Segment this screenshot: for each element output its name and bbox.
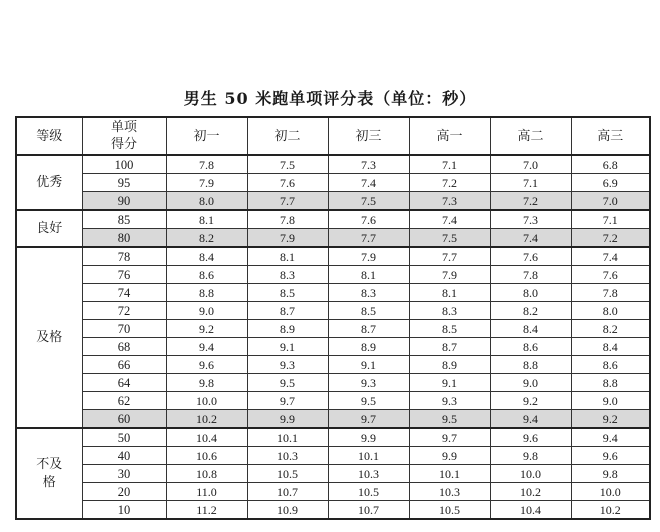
table-row bbox=[16, 374, 650, 392]
time-cell: 8.7 bbox=[328, 320, 409, 338]
score-cell: 85 bbox=[82, 210, 166, 229]
time-cell: 9.5 bbox=[247, 374, 328, 392]
header-score-line1: 单项 bbox=[110, 120, 137, 135]
time-cell: 7.5 bbox=[247, 155, 328, 174]
time-cell: 10.0 bbox=[166, 392, 247, 410]
time-cell: 7.7 bbox=[328, 229, 409, 248]
score-cell: 100 bbox=[82, 155, 166, 174]
time-cell: 7.8 bbox=[571, 284, 650, 302]
time-cell: 10.2 bbox=[166, 410, 247, 429]
time-cell: 8.6 bbox=[166, 266, 247, 284]
time-cell: 7.1 bbox=[571, 210, 650, 229]
time-cell: 8.5 bbox=[328, 302, 409, 320]
time-cell: 7.6 bbox=[247, 174, 328, 192]
time-cell: 8.8 bbox=[490, 356, 571, 374]
time-cell: 9.0 bbox=[166, 302, 247, 320]
score-cell: 74 bbox=[82, 284, 166, 302]
time-cell: 9.6 bbox=[490, 428, 571, 447]
time-cell: 9.0 bbox=[490, 374, 571, 392]
time-cell: 9.0 bbox=[571, 392, 650, 410]
table-header bbox=[16, 117, 650, 155]
time-cell: 9.7 bbox=[409, 428, 490, 447]
time-cell: 10.0 bbox=[571, 483, 650, 501]
time-cell: 8.3 bbox=[409, 302, 490, 320]
table-row bbox=[16, 501, 650, 520]
header-year-2: 初二 bbox=[247, 117, 328, 155]
time-cell: 8.7 bbox=[247, 302, 328, 320]
time-cell: 7.0 bbox=[490, 155, 571, 174]
score-cell: 66 bbox=[82, 356, 166, 374]
score-cell: 60 bbox=[82, 410, 166, 429]
time-cell: 9.3 bbox=[328, 374, 409, 392]
table-row bbox=[16, 356, 650, 374]
table-row bbox=[16, 465, 650, 483]
time-cell: 9.3 bbox=[247, 356, 328, 374]
time-cell: 8.4 bbox=[490, 320, 571, 338]
time-cell: 7.2 bbox=[490, 192, 571, 211]
time-cell: 7.4 bbox=[571, 247, 650, 266]
header-year-6: 高三 bbox=[571, 117, 650, 155]
time-cell: 7.1 bbox=[409, 155, 490, 174]
time-cell: 10.1 bbox=[409, 465, 490, 483]
time-cell: 6.8 bbox=[571, 155, 650, 174]
time-cell: 7.6 bbox=[571, 266, 650, 284]
time-cell: 10.5 bbox=[409, 501, 490, 520]
table-row bbox=[16, 428, 650, 447]
time-cell: 10.2 bbox=[571, 501, 650, 520]
time-cell: 9.4 bbox=[571, 428, 650, 447]
time-cell: 9.9 bbox=[247, 410, 328, 429]
time-cell: 7.3 bbox=[409, 192, 490, 211]
time-cell: 9.8 bbox=[571, 465, 650, 483]
table-row bbox=[16, 320, 650, 338]
time-cell: 10.0 bbox=[490, 465, 571, 483]
table-row bbox=[16, 192, 650, 211]
table-row bbox=[16, 155, 650, 174]
time-cell: 9.4 bbox=[490, 410, 571, 429]
time-cell: 7.1 bbox=[490, 174, 571, 192]
time-cell: 9.1 bbox=[247, 338, 328, 356]
table-row bbox=[16, 266, 650, 284]
time-cell: 8.6 bbox=[571, 356, 650, 374]
score-cell: 68 bbox=[82, 338, 166, 356]
time-cell: 10.4 bbox=[490, 501, 571, 520]
score-table bbox=[15, 116, 651, 520]
time-cell: 7.9 bbox=[409, 266, 490, 284]
time-cell: 7.8 bbox=[247, 210, 328, 229]
grade-cell: 及格 bbox=[16, 247, 82, 428]
time-cell: 7.2 bbox=[571, 229, 650, 248]
time-cell: 9.3 bbox=[409, 392, 490, 410]
header-grade: 等级 bbox=[16, 117, 82, 155]
time-cell: 7.0 bbox=[571, 192, 650, 211]
time-cell: 10.5 bbox=[247, 465, 328, 483]
time-cell: 8.0 bbox=[166, 192, 247, 211]
time-cell: 8.6 bbox=[490, 338, 571, 356]
table-row bbox=[16, 338, 650, 356]
time-cell: 9.7 bbox=[328, 410, 409, 429]
time-cell: 8.2 bbox=[490, 302, 571, 320]
time-cell: 7.4 bbox=[328, 174, 409, 192]
score-cell: 40 bbox=[82, 447, 166, 465]
time-cell: 9.7 bbox=[247, 392, 328, 410]
header-row bbox=[16, 117, 650, 155]
grade-label-line: 格 bbox=[42, 474, 56, 490]
time-cell: 8.0 bbox=[490, 284, 571, 302]
time-cell: 10.3 bbox=[409, 483, 490, 501]
time-cell: 8.1 bbox=[166, 210, 247, 229]
time-cell: 7.8 bbox=[490, 266, 571, 284]
score-cell: 72 bbox=[82, 302, 166, 320]
score-cell: 64 bbox=[82, 374, 166, 392]
time-cell: 9.9 bbox=[409, 447, 490, 465]
score-cell: 80 bbox=[82, 229, 166, 248]
time-cell: 9.2 bbox=[490, 392, 571, 410]
time-cell: 8.7 bbox=[409, 338, 490, 356]
time-cell: 8.8 bbox=[571, 374, 650, 392]
table-row bbox=[16, 483, 650, 501]
time-cell: 8.9 bbox=[328, 338, 409, 356]
time-cell: 9.8 bbox=[490, 447, 571, 465]
header-year-1: 初一 bbox=[166, 117, 247, 155]
grade-cell: 良好 bbox=[16, 210, 82, 247]
time-cell: 10.3 bbox=[247, 447, 328, 465]
header-year-3: 初三 bbox=[328, 117, 409, 155]
time-cell: 9.2 bbox=[571, 410, 650, 429]
time-cell: 9.4 bbox=[166, 338, 247, 356]
time-cell: 7.7 bbox=[409, 247, 490, 266]
score-cell: 76 bbox=[82, 266, 166, 284]
time-cell: 9.9 bbox=[328, 428, 409, 447]
time-cell: 7.9 bbox=[166, 174, 247, 192]
score-cell: 10 bbox=[82, 501, 166, 520]
time-cell: 7.8 bbox=[166, 155, 247, 174]
time-cell: 9.2 bbox=[166, 320, 247, 338]
time-cell: 9.1 bbox=[409, 374, 490, 392]
time-cell: 7.9 bbox=[247, 229, 328, 248]
time-cell: 8.8 bbox=[166, 284, 247, 302]
score-cell: 62 bbox=[82, 392, 166, 410]
time-cell: 7.3 bbox=[328, 155, 409, 174]
time-cell: 8.5 bbox=[409, 320, 490, 338]
header-score-line2: 得分 bbox=[110, 137, 137, 152]
score-cell: 95 bbox=[82, 174, 166, 192]
time-cell: 8.1 bbox=[409, 284, 490, 302]
time-cell: 7.6 bbox=[328, 210, 409, 229]
score-cell: 78 bbox=[82, 247, 166, 266]
time-cell: 9.6 bbox=[166, 356, 247, 374]
score-cell: 50 bbox=[82, 428, 166, 447]
time-cell: 10.6 bbox=[166, 447, 247, 465]
time-cell: 10.7 bbox=[247, 483, 328, 501]
time-cell: 11.2 bbox=[166, 501, 247, 520]
time-cell: 9.8 bbox=[166, 374, 247, 392]
table-row bbox=[16, 410, 650, 429]
time-cell: 9.5 bbox=[409, 410, 490, 429]
time-cell: 10.1 bbox=[328, 447, 409, 465]
table-row bbox=[16, 392, 650, 410]
time-cell: 8.9 bbox=[247, 320, 328, 338]
time-cell: 8.1 bbox=[328, 266, 409, 284]
table-body bbox=[16, 155, 650, 519]
time-cell: 10.4 bbox=[166, 428, 247, 447]
time-cell: 9.5 bbox=[328, 392, 409, 410]
score-cell: 30 bbox=[82, 465, 166, 483]
table-row bbox=[16, 247, 650, 266]
time-cell: 10.9 bbox=[247, 501, 328, 520]
grade-cell: 优秀 bbox=[16, 155, 82, 210]
table-row bbox=[16, 447, 650, 465]
time-cell: 9.6 bbox=[571, 447, 650, 465]
time-cell: 8.9 bbox=[409, 356, 490, 374]
time-cell: 8.2 bbox=[571, 320, 650, 338]
score-cell: 20 bbox=[82, 483, 166, 501]
time-cell: 10.1 bbox=[247, 428, 328, 447]
table-title: 男生 50 米跑单项评分表（单位：秒） bbox=[183, 89, 477, 108]
time-cell: 8.3 bbox=[247, 266, 328, 284]
time-cell: 8.4 bbox=[571, 338, 650, 356]
time-cell: 8.1 bbox=[247, 247, 328, 266]
time-cell: 7.4 bbox=[490, 229, 571, 248]
time-cell: 7.5 bbox=[328, 192, 409, 211]
time-cell: 10.2 bbox=[490, 483, 571, 501]
time-cell: 8.0 bbox=[571, 302, 650, 320]
time-cell: 10.7 bbox=[328, 501, 409, 520]
table-row bbox=[16, 174, 650, 192]
time-cell: 6.9 bbox=[571, 174, 650, 192]
time-cell: 7.9 bbox=[328, 247, 409, 266]
time-cell: 8.2 bbox=[166, 229, 247, 248]
time-cell: 10.5 bbox=[328, 483, 409, 501]
time-cell: 11.0 bbox=[166, 483, 247, 501]
table-row bbox=[16, 302, 650, 320]
time-cell: 8.5 bbox=[247, 284, 328, 302]
score-cell: 90 bbox=[82, 192, 166, 211]
header-year-4: 高一 bbox=[409, 117, 490, 155]
grade-label-line: 不及 bbox=[36, 456, 63, 472]
time-cell: 7.6 bbox=[490, 247, 571, 266]
time-cell: 8.4 bbox=[166, 247, 247, 266]
time-cell: 7.7 bbox=[247, 192, 328, 211]
table-row bbox=[16, 284, 650, 302]
table-row bbox=[16, 229, 650, 248]
time-cell: 10.8 bbox=[166, 465, 247, 483]
header-score bbox=[82, 117, 166, 155]
time-cell: 8.3 bbox=[328, 284, 409, 302]
header-year-5: 高二 bbox=[490, 117, 571, 155]
time-cell: 10.3 bbox=[328, 465, 409, 483]
time-cell: 7.3 bbox=[490, 210, 571, 229]
time-cell: 7.5 bbox=[409, 229, 490, 248]
grade-cell bbox=[16, 428, 82, 519]
time-cell: 7.4 bbox=[409, 210, 490, 229]
time-cell: 7.2 bbox=[409, 174, 490, 192]
time-cell: 9.1 bbox=[328, 356, 409, 374]
score-cell: 70 bbox=[82, 320, 166, 338]
table-row bbox=[16, 210, 650, 229]
